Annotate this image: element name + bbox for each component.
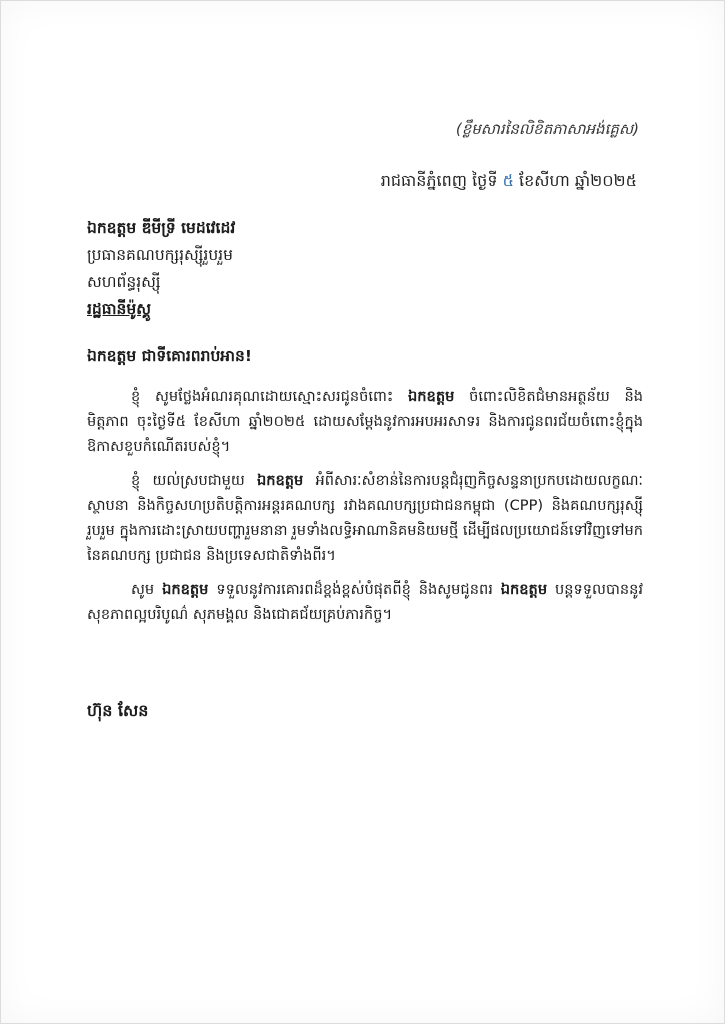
p3-text-a: សូម <box>131 581 155 598</box>
p3-honorific-2: ឯកឧត្តម <box>500 581 548 598</box>
p3-text-c: ទទួលនូវការគោរពដ៏ខ្ពង់ខ្ពស់បំផុតពីខ្ញុំ និងសូមជូនពរ <box>216 581 493 598</box>
dateline <box>381 170 637 194</box>
p2-text-a: ខ្ញុំ យល់ស្របជាមួយ <box>131 472 245 489</box>
signature-name: ហ៊ុន សែន <box>87 701 149 720</box>
addressee-line-2: សហព័ន្ធរុស្ស៊ី <box>87 273 161 291</box>
p2-text-c: អំពីសារៈសំខាន់នៃការបន្តជំរុញកិច្ចសន្ទនាប្រកបដោយលក្ខណៈស្ថាបនា និងកិច្ចសហប្រតិបត្តិការអន្តរគណបក្ស រវាងគណបក្សប្រជាជនកម្ពុជា (CPP) និងគណបក្សរុស្ស៊ីរួបរួម ក្នុងការដោះស្រាយបញ្ហារួមនានា រួមទាំងលទ្ធិអាណានិគមនិយមថ្មី ដើម្បីផលប្រយោជន៍ទៅវិញទៅមក នៃគណបក្ស ប្រជាជន និងប្រទេសជាតិទាំងពីរ។ <box>87 472 644 564</box>
p3-honorific-1: ឯកឧត្តម <box>162 581 209 598</box>
dateline-suffix: ខែសីហា ឆ្នាំ២០២៥ <box>519 171 637 190</box>
p2-honorific: ឯកឧត្តម <box>256 472 304 489</box>
p1-text-c: ចំពោះលិខិតជំមានអត្ថន័យ និងមិត្តភាព ចុះថ្ងៃទី៥ ខែសីហា ឆ្នាំ២០២៥ ដោយសម្តែងនូវការអបអរសាទរ និងការជូនពរជ័យចំពោះខ្ញុំក្នុងឱកាសខួបកំណើតរបស់ខ្ញុំ។ <box>87 388 644 455</box>
addressee-location: រដ្ឋធានីម៉ូស្គូ <box>87 300 151 318</box>
dateline-day: ៥ <box>502 171 514 190</box>
salutation: ឯកឧត្តម ជាទីគោរពរាប់អាន! <box>87 347 252 365</box>
paragraph-2 <box>87 468 643 568</box>
addressee-title: ឯកឧត្តម ឌីមីទ្រី មេដវេដេវ <box>87 219 236 237</box>
addressee-line-1: ប្រធានគណបក្សរុស្ស៊ីរួបរួម <box>87 246 233 264</box>
paragraph-3 <box>87 577 643 627</box>
letter-body <box>87 384 643 636</box>
paragraph-1 <box>87 384 643 459</box>
translation-note: (ខ្លឹមសារនៃលិខិតភាសាអង់គ្លេស) <box>455 120 639 138</box>
p1-honorific: ឯកឧត្តម <box>408 388 455 405</box>
p1-text-a: ខ្ញុំ សូមថ្លែងអំណរគុណដោយស្មោះសរជូនចំពោះ <box>131 388 394 405</box>
p3-text-e: បន្តទទួលបាននូវសុខភាពល្អបរិបូណ៌ សុភមង្គល និងជោគជ័យគ្រប់ភារកិច្ច។ <box>87 581 644 623</box>
dateline-prefix: រាជធានីភ្នំពេញ ថ្ងៃទី <box>380 171 498 190</box>
addressee-block <box>87 215 235 323</box>
